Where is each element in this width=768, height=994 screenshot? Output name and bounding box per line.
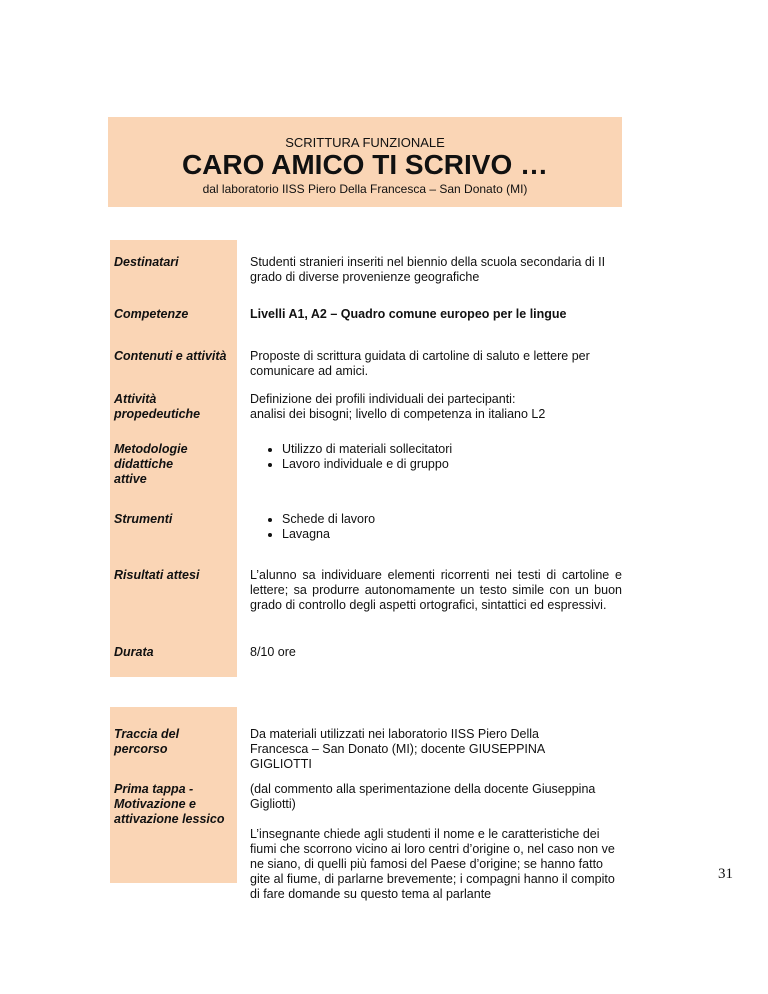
row-value xyxy=(250,782,625,902)
row-value: 8/10 ore xyxy=(250,645,296,659)
list-item: • Utilizzo di materiali sollecitatori xyxy=(282,442,622,457)
row-value xyxy=(250,442,622,472)
row-label: Prima tappa - Motivazione e attivazione lessico xyxy=(114,782,225,826)
row-label: Risultati attesi xyxy=(114,568,200,582)
row-value xyxy=(250,512,622,542)
source-line: dal laboratorio IISS Piero Della Francesca – San Donato (MI) xyxy=(202,182,528,196)
row-label: Strumenti xyxy=(114,512,173,526)
row-label: Durata xyxy=(114,645,154,659)
value-line: L’insegnante chiede agli studenti il nome e le caratteristiche dei fiumi che scorrono vicino ai loro centri d’origine o, nel caso non ve ne siano, di quelli più famosi del Paese d’origine; se hanno fatto gite al fiume, di parlarne brevemente; i compagni hanno il compito di fare domande su questo tema al parlante xyxy=(250,827,615,901)
row-value: Studenti stranieri inseriti nel biennio della scuola secondaria di II grado di diverse provenienze geografiche xyxy=(250,255,606,284)
page-number: 31 xyxy=(718,866,733,882)
row-label: Competenze xyxy=(114,307,189,321)
row-value: Proposte di scrittura guidata di cartoline di saluto e lettere per comunicare ad amici. xyxy=(250,349,590,378)
value-line: analisi dei bisogni; livello di competenza in italiano L2 xyxy=(250,407,546,421)
row-value xyxy=(250,392,622,422)
row-label: Destinatari xyxy=(114,255,179,269)
list-item: • Lavagna xyxy=(282,527,622,542)
title-box xyxy=(108,117,622,207)
value-line: Definizione dei profili individuali dei partecipanti: xyxy=(250,392,516,406)
subtitle: SCRITTURA FUNZIONALE xyxy=(285,135,445,150)
row-label: Traccia del percorso xyxy=(114,727,180,756)
list-item: • Lavoro individuale e di gruppo xyxy=(282,457,622,472)
list-item: • Schede di lavoro xyxy=(282,512,622,527)
row-label: Metodologie didattiche attive xyxy=(114,442,188,486)
row-label: Contenuti e attività xyxy=(114,349,227,363)
row-label: Attività propedeutiche xyxy=(114,392,201,421)
row-value: L’alunno sa individuare elementi ricorrenti nei testi di cartoline e lettere; sa produrre autonomamente un testo simile con un buon grado di controllo degli aspetti ortografici, sintattici ed espressivi. xyxy=(250,568,622,612)
page-title: CARO AMICO TI SCRIVO … xyxy=(181,149,549,180)
row-value: Da materiali utilizzati nei laboratorio IISS Piero Della Francesca – San Donato (MI); docente GIUSEPPINA GIGLIOTTI xyxy=(250,727,545,771)
value-line: (dal commento alla sperimentazione della docente Giuseppina Gigliotti) xyxy=(250,782,596,811)
row-value: Livelli A1, A2 – Quadro comune europeo per le lingue xyxy=(250,307,567,321)
